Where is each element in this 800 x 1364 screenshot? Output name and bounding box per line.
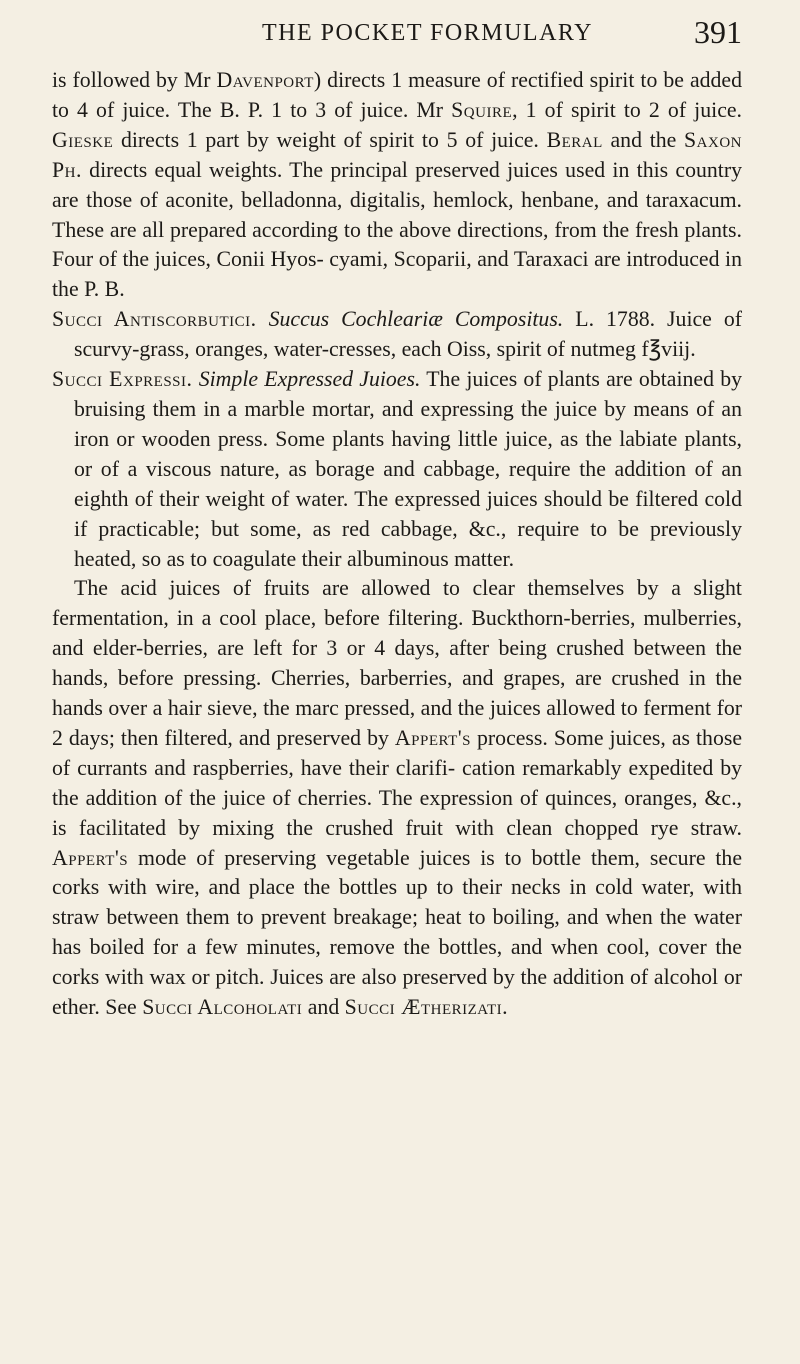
author-name: Appert's <box>52 845 129 870</box>
paragraph-continuation: is followed by Mr Davenport) directs 1 measure of rectified spirit to be added to 4 of juice. The B. P. 1 to 3 of juice. Mr Squire, 1 of spirit to 2 of juice. Gieske directs 1 part by weight of spirit to 5 of juice. Beral and the Saxon Ph. directs equal weights. The principal preserved juices used in this country are those of aconite, belladonna, digitalis, hemlock, henbane, and taraxacum. These are all prepared according to the above directions, from the fresh plants. Four of the juices, Conii Hyos- cyami, Scoparii, and Taraxaci are introduced in the P. B. <box>52 68 742 302</box>
body-text <box>52 66 742 1023</box>
author-name: Appert's <box>394 725 472 750</box>
entry-subtitle: Simple Expressed Juioes. <box>198 367 421 392</box>
pharmacopoeia-name: Saxon Ph. <box>52 127 742 182</box>
running-title: THE POCKET FORMULARY <box>262 20 593 46</box>
entry-heading: Succi Expressi. <box>52 367 193 392</box>
author-name: Beral <box>546 127 603 152</box>
entry-succi-expressi: Succi Expressi. Simple Expressed Juioes. The juices of plants are obtained by bruising them in a marble mortar, and expressing the juice by means of an iron or wooden press. Some plants having little juice, as the labiate plants, or of a viscous nature, as borage and cabbage, require the addition of an eighth of their weight of water. The expressed juices should be filtered cold if practicable; but some, as red cabbage, &c., require to be previously heated, so as to coagulate their albuminous matter. <box>52 367 742 571</box>
page-header <box>52 14 742 66</box>
cross-reference: Succi Alcoholati <box>142 995 303 1020</box>
cross-reference: Succi Ætherizati <box>344 995 503 1020</box>
author-name: Squire <box>451 97 513 122</box>
page-number: 391 <box>694 14 742 50</box>
entry-subtitle: Succus Cochleariæ Compositus. <box>268 307 564 332</box>
paragraph-acid-juices: The acid juices of fruits are allowed to clear themselves by a slight fermentation, in a cool place, before filtering. Buckthorn-berries, mulberries, and elder-berries, are left for 3 or 4 days, after being crushed between the hands, before pressing. Cherries, barberries, and grapes, are crushed in the hands over a hair sieve, the marc pressed, and the juices allowed to ferment for 2 days; then filtered, and preserved by Appert's process. Some juices, as those of currants and raspberries, have their clarifi- cation remarkably expedited by the addition of the juice of cherries. The expression of quinces, oranges, &c., is facilitated by mixing the crushed fruit with clean chopped rye straw. Appert's mode of preserving vegetable juices is to bottle them, secure the corks with wire, and place the bottles up to their necks in cold water, with straw between them to prevent breakage; heat to boiling, and when the water has boiled for a few minutes, remove the bottles, and when cool, cover the corks with wax or pitch. Juices are also preserved by the addition of alcohol or ether. See Succi Alcoholati and Succi Ætherizati. <box>52 576 742 1020</box>
entry-succi-antiscorbutici: Succi Antiscorbutici. Succus Cochleariæ Compositus. L. 1788. Juice of scurvy-grass, oranges, water-cresses, each Oiss, spirit of nutmeg f℥viij. <box>52 307 742 362</box>
entry-heading: Succi Antiscorbutici. <box>52 307 257 332</box>
author-name: Davenport <box>216 68 314 92</box>
author-name: Gieske <box>52 127 114 152</box>
page <box>52 14 742 1023</box>
